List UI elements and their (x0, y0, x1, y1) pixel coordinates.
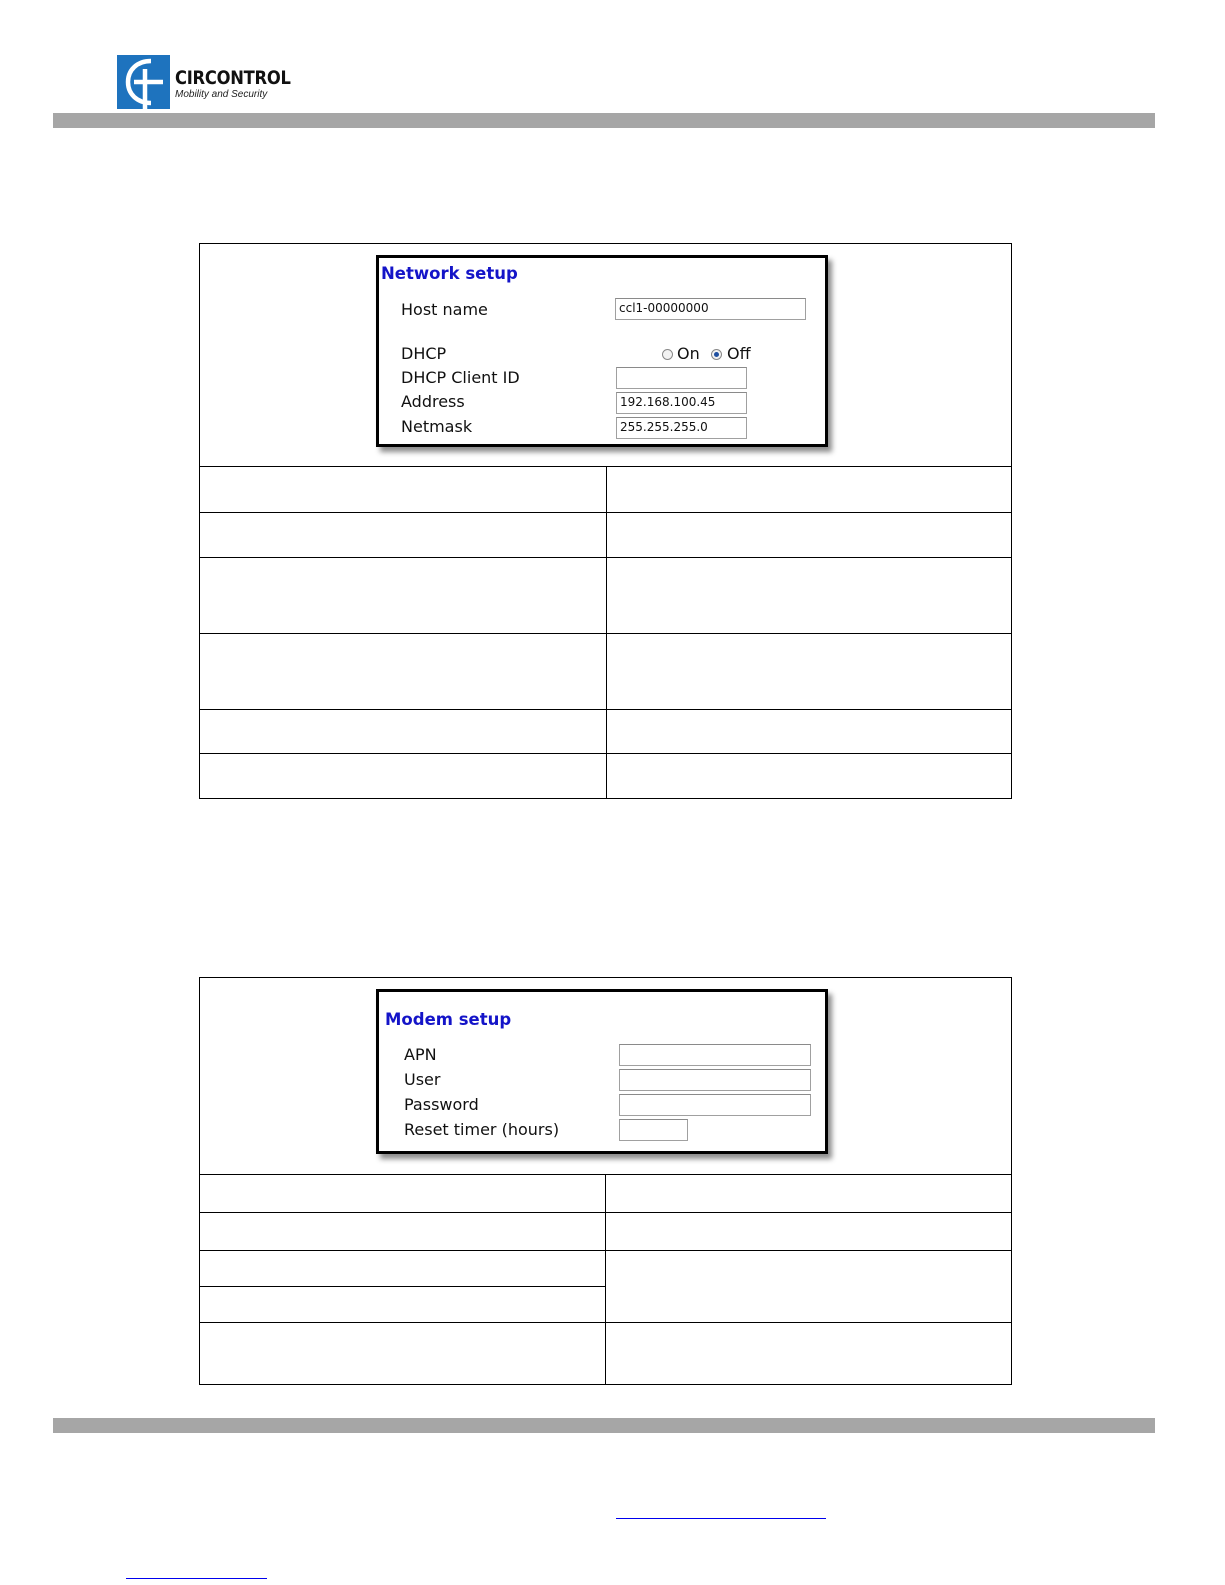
table-cell (607, 558, 1012, 634)
network-setup-title: Network setup (381, 264, 518, 283)
logo-tagline: Mobility and Security (175, 89, 268, 100)
header-rule (53, 113, 1155, 128)
dhcp-off-label: Off (727, 344, 751, 363)
table-cell (200, 634, 607, 710)
logo-mark-icon (117, 55, 170, 109)
table-cell (607, 754, 1012, 799)
table-cell (200, 1213, 606, 1251)
table-cell (200, 558, 607, 634)
password-label: Password (404, 1095, 479, 1114)
apn-input[interactable] (619, 1044, 811, 1066)
address-label: Address (401, 392, 465, 411)
table-cell (200, 1251, 606, 1287)
network-setup-panel (376, 255, 828, 447)
modem-setup-panel (376, 989, 828, 1154)
dhcp-on-radio[interactable] (662, 349, 673, 360)
modem-setup-title: Modem setup (385, 1010, 512, 1029)
dhcp-label: DHCP (401, 344, 447, 363)
table-cell (607, 467, 1012, 513)
table-cell (200, 1323, 606, 1385)
netmask-label: Netmask (401, 417, 473, 436)
table-cell (606, 1323, 1012, 1385)
user-label: User (404, 1070, 441, 1089)
dhcp-off-radio[interactable] (711, 349, 722, 360)
logo-name: CIRCONTROL (175, 67, 291, 89)
dhcp-client-id-label: DHCP Client ID (401, 368, 520, 387)
apn-label: APN (404, 1045, 437, 1064)
address-input[interactable]: 192.168.100.45 (616, 392, 747, 414)
network-setup-figure-cell (200, 244, 1012, 467)
table-cell (606, 1251, 1012, 1323)
table-cell (200, 467, 607, 513)
table-cell (606, 1175, 1012, 1213)
table-cell (607, 634, 1012, 710)
table-cell (606, 1213, 1012, 1251)
modem-setup-table (199, 977, 1012, 1385)
user-input[interactable] (619, 1069, 811, 1091)
reset-timer-label: Reset timer (hours) (404, 1120, 560, 1139)
table-cell (607, 710, 1012, 754)
table-cell (200, 1287, 606, 1323)
host-name-label: Host name (401, 300, 488, 319)
table-cell (607, 513, 1012, 558)
table-cell (200, 513, 607, 558)
reset-timer-input[interactable] (619, 1119, 688, 1141)
dhcp-client-id-input[interactable] (616, 367, 747, 389)
footer-link-underline-2[interactable] (126, 1578, 267, 1579)
host-name-input[interactable]: ccl1-00000000 (615, 298, 806, 320)
password-input[interactable] (619, 1094, 811, 1116)
table-cell (200, 754, 607, 799)
table-cell (200, 710, 607, 754)
modem-setup-figure-cell (200, 978, 1012, 1175)
network-setup-table (199, 243, 1012, 799)
circontrol-logo (117, 55, 292, 111)
footer-link-underline[interactable] (616, 1518, 826, 1519)
footer-rule (53, 1418, 1155, 1433)
table-cell (200, 1175, 606, 1213)
netmask-input[interactable]: 255.255.255.0 (616, 417, 747, 439)
dhcp-on-label: On (677, 344, 700, 363)
